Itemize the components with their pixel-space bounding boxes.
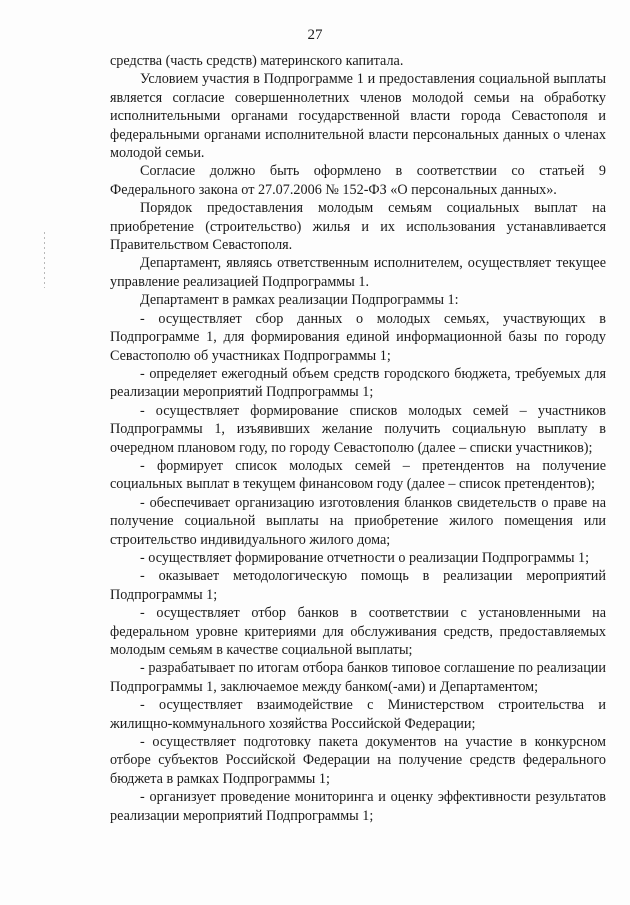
paragraph: - осуществляет сбор данных о молодых семьях, участвующих в Подпрограмме 1, для формирования единой информационной базы по городу Севастополю об участниках Подпрограммы 1; [110,310,606,364]
paragraph: Департамент, являясь ответственным исполнителем, осуществляет текущее управление реализацией Подпрограммы 1. [110,255,606,290]
paragraph: - разрабатывает по итогам отбора банков типовое соглашение по реализации Подпрограммы 1, заключаемое между банком(-ами) и Департаментом; [110,660,606,695]
paragraph: - осуществляет взаимодействие с Министерством строительства и жилищно-коммунального хозяйства Российской Федерации; [110,697,606,732]
paragraph: - формирует список молодых семей – претендентов на получение социальных выплат в текущем финансовом году (далее – список претендентов); [110,457,606,493]
paragraph: - обеспечивает организацию изготовления бланков свидетельств о праве на получение социальной выплаты на приобретение жилого помещения или строительство индивидуального жилого дома; [110,494,606,548]
paragraph: - осуществляет отбор банков в соответствии с установленными на федеральном уровне критериями для обслуживания средств, предоставляемых молодым семьям в качестве социальной выплаты; [110,605,606,658]
paragraph: - организует проведение мониторинга и оценку эффективности результатов реализации мероприятий Подпрограммы 1; [110,789,606,824]
page-number: 27 [307,27,323,43]
paragraph: средства (часть средств) материнского капитала. [110,53,404,69]
scan-margin-mark [44,232,45,288]
document-body [110,52,606,825]
paragraph: - осуществляет формирование отчетности о реализации Подпрограммы 1; [140,549,590,566]
paragraph: - оказывает методологическую помощь в реализации мероприятий Подпрограммы 1; [110,568,606,603]
paragraph: - определяет ежегодный объем средств городского бюджета, требуемых для реализации мероприятий Подпрограммы 1; [110,365,606,401]
paragraph: Согласие должно быть оформлено в соответствии со статьей 9 Федерального закона от 27.07.2006 № 152-ФЗ «О персональных данных». [110,163,606,198]
paragraph: Департамент в рамках реализации Подпрограммы 1: [140,292,459,309]
paragraph: Порядок предоставления молодым семьям социальных выплат на приобретение (строительство) жилья и их использования устанавливается Правительством Севастополя. [110,200,606,254]
paragraph: - осуществляет формирование списков молодых семей – участников Подпрограммы 1, изъявивших желание получить социальную выплату в очередном плановом году, по городу Севастополю (далее – списки участников); [110,402,606,456]
paragraph: Условием участия в Подпрограмме 1 и предоставления социальной выплаты является согласие совершеннолетних членов молодой семьи на обработку исполнительными органами государственной власти города Севастополя и федеральными органами исполнительной власти персональных данных о членах молодой семьи. [110,71,606,162]
paragraph: - осуществляет подготовку пакета документов на участие в конкурсном отборе субъектов Российской Федерации на получение средств федерального бюджета в рамках Подпрограммы 1; [110,734,606,787]
